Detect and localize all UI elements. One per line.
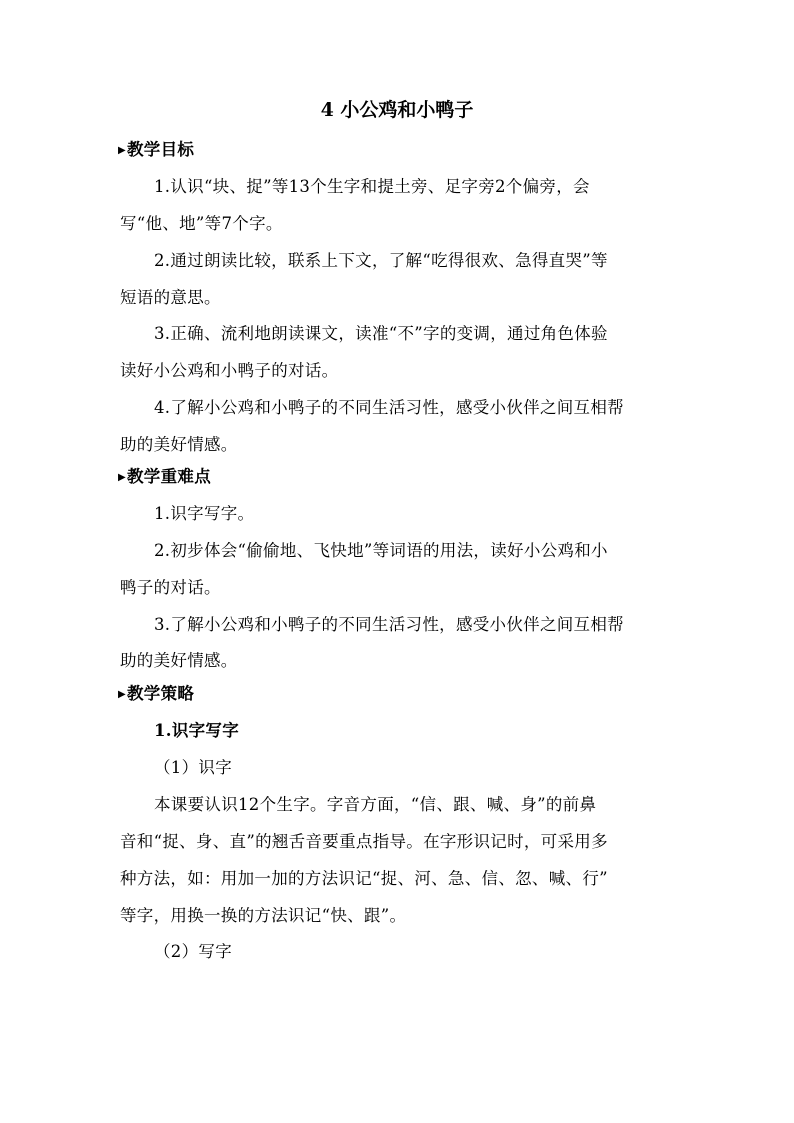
strategy-paragraph-line: 等字，用换一换的方法识记“快、跟”。 xyxy=(120,906,407,925)
strategy-item-writing: （2）写字 xyxy=(154,942,232,961)
strategy-paragraph-line: 种方法，如：用加一加的方法识记“捉、河、急、信、忽、喊、行” xyxy=(120,869,608,888)
key-point-line: 助的美好情感。 xyxy=(120,651,238,670)
triangle-marker-icon: ▶ xyxy=(118,145,126,156)
document-title: 4 小公鸡和小鸭子 xyxy=(320,99,474,121)
goal-line: 3.正确、流利地朗读课文，读准“不”字的变调，通过角色体验 xyxy=(154,324,608,343)
key-point-line: 3.了解小公鸡和小鸭子的不同生活习性，感受小伙伴之间互相帮 xyxy=(154,615,624,634)
key-point-line: 鸭子的对话。 xyxy=(120,578,221,597)
goal-line: 短语的意思。 xyxy=(120,288,221,307)
key-point-line: 2.初步体会“偷偷地、飞快地”等词语的用法，读好小公鸡和小 xyxy=(154,541,608,560)
section-heading-text: 教学重难点 xyxy=(127,467,211,486)
key-point-line: 1.识字写字。 xyxy=(154,504,255,523)
strategy-item-literacy: （1）识字 xyxy=(154,758,232,777)
section-heading-text: 教学策略 xyxy=(127,684,195,703)
strategy-paragraph-line: 本课要认识12个生字。字音方面，“信、跟、喊、身”的前鼻 xyxy=(154,795,597,814)
triangle-marker-icon: ▶ xyxy=(118,689,126,700)
section-heading-text: 教学目标 xyxy=(127,140,195,159)
section-heading-strategy xyxy=(118,683,194,706)
strategy-paragraph-line: 音和“捉、身、直”的翘舌音要重点指导。在字形识记时，可采用多 xyxy=(120,832,608,851)
goal-line: 写“他、地”等7个字。 xyxy=(120,214,283,233)
goal-line: 读好小公鸡和小鸭子的对话。 xyxy=(120,361,339,380)
strategy-subheading: 1.识字写字 xyxy=(154,721,240,740)
goal-line: 助的美好情感。 xyxy=(120,435,238,454)
goal-line: 4.了解小公鸡和小鸭子的不同生活习性，感受小伙伴之间互相帮 xyxy=(154,398,624,417)
triangle-marker-icon: ▶ xyxy=(118,472,126,483)
section-heading-goals xyxy=(118,139,194,162)
section-heading-key-points xyxy=(118,466,211,489)
goal-line: 1.认识“块、捉”等13个生字和提土旁、足字旁2个偏旁，会 xyxy=(154,177,590,196)
goal-line: 2.通过朗读比较，联系上下文，了解“吃得很欢、急得直哭”等 xyxy=(154,251,608,270)
